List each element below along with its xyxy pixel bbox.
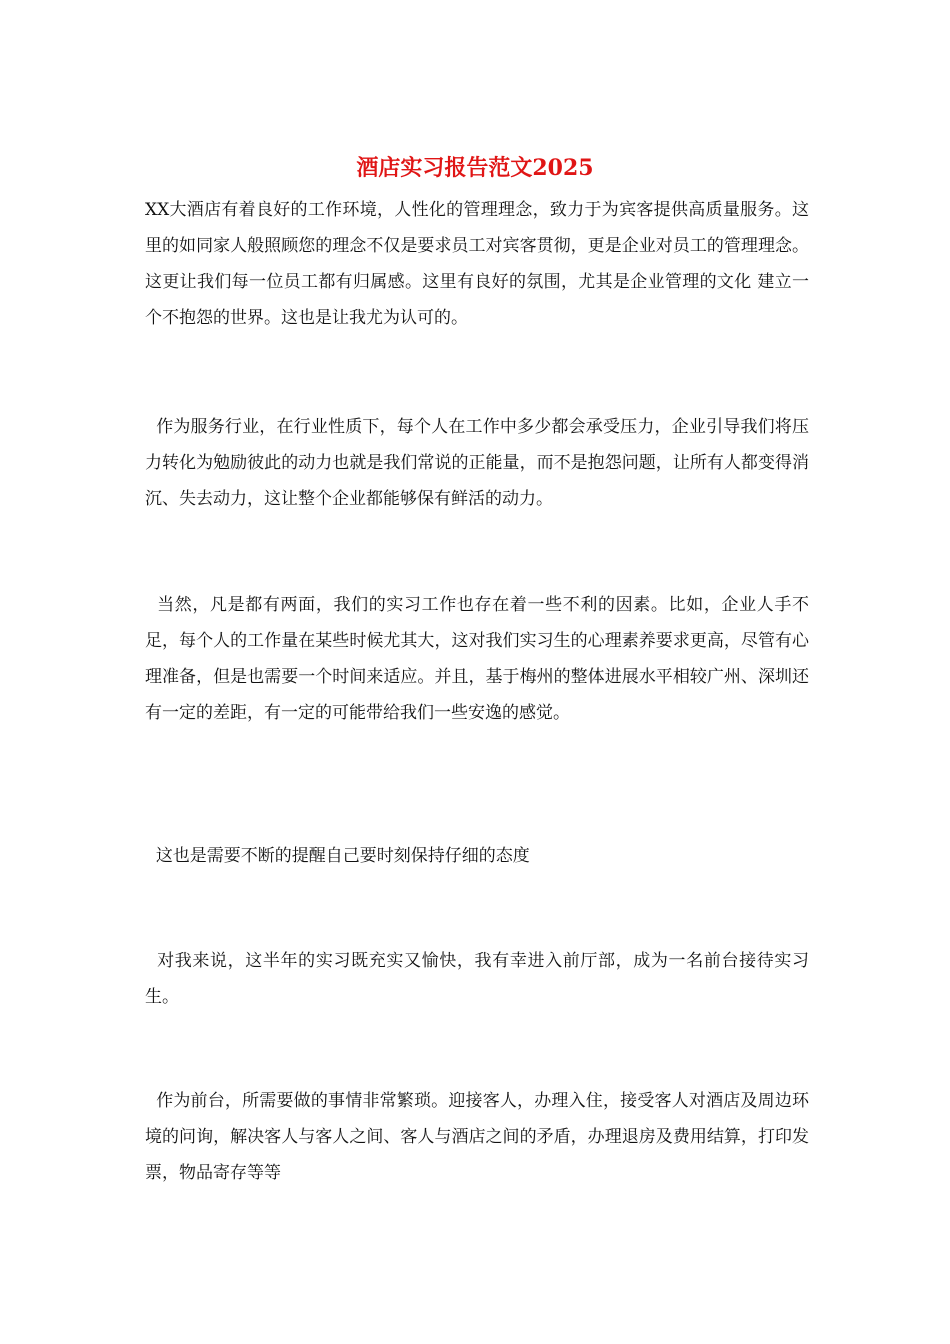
paragraph-2: 作为服务行业，在行业性质下，每个人在工作中多少都会承受压力，企业引导我们将压力转化为勉励彼此的动力也就是我们常说的正能量，而不是抱怨问题，让所有人都变得消沉、失去动力，这让整个企业都能够保有鲜活的动力。 xyxy=(145,417,810,509)
paragraph-1: XX大酒店有着良好的工作环境，人性化的管理理念，致力于为宾客提供高质量服务。这里的如同家人般照顾您的理念不仅是要求员工对宾客贯彻，更是企业对员工的管理理念。这更让我们每一位员工都有归属感。这里有良好的氛围，尤其是企业管理的文化 建立一个不抱怨的世界。这也是让我尤为认可的。 xyxy=(145,200,809,328)
paragraph-6: 作为前台，所需要做的事情非常繁琐。迎接客人，办理入住，接受客人对酒店及周边环境的问询，解决客人与客人之间、客人与酒店之间的矛盾，办理退房及费用结算，打印发票，物品寄存等等 xyxy=(145,1091,810,1183)
paragraph-4: 这也是需要不断的提醒自己要时刻保持仔细的态度 xyxy=(145,846,530,866)
document-title: 酒店实习报告范文2025 xyxy=(356,155,594,181)
paragraph-3: 当然，凡是都有两面，我们的实习工作也存在着一些不利的因素。比如，企业人手不足，每个人的工作量在某些时候尤其大，这对我们实习生的心理素养要求更高，尽管有心理准备，但是也需要一个时间来适应。并且，基于梅州的整体进展水平相较广州、深圳还有一定的差距，有一定的可能带给我们一些安逸的感觉。 xyxy=(145,595,810,723)
paragraph-5: 对我来说，这半年的实习既充实又愉快，我有幸进入前厅部，成为一名前台接待实习生。 xyxy=(145,951,810,1007)
